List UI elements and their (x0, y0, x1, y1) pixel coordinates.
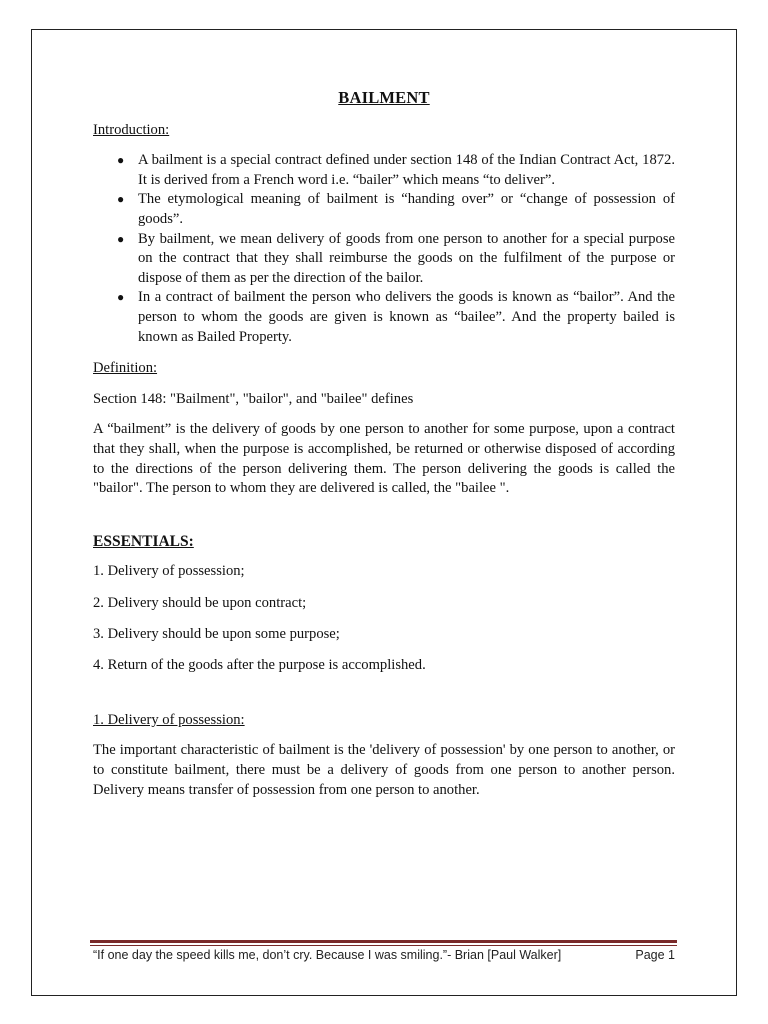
section-line: Section 148: "Bailment", "bailor", and "bailee" defines (93, 390, 414, 407)
bullet-icon: ● (117, 153, 125, 168)
introduction-list (93, 151, 675, 347)
introduction-heading: Introduction: (93, 121, 170, 138)
definition-paragraph: A “bailment” is the delivery of goods by one person to another for some purpose, upon a contract that they shall, when the purpose is accomplished, be returned or otherwise disposed of according to the directions of the person delivering them. The person delivering the goods is called the "bailor". The person to whom they are delivered is called, the "bailee ". (93, 421, 675, 497)
bullet-icon: ● (117, 231, 125, 246)
bullet-icon: ● (117, 290, 125, 305)
footer-quote: “If one day the speed kills me, don’t cry. Because I was smiling.”- Brian [Paul Walker] (93, 948, 562, 962)
list-item (93, 288, 675, 347)
bullet-text: The etymological meaning of bailment is “handing over” or “change of possession of goods”. (138, 191, 675, 227)
essential-item: 3. Delivery should be upon some purpose; (93, 625, 340, 642)
essential-item: 4. Return of the goods after the purpose is accomplished. (93, 657, 426, 674)
bullet-text: By bailment, we mean delivery of goods from one person to another for a special purpose on the contract that they shall reimburse the goods on the fulfilment of the purpose or dispose of them as per the direction of the bailor. (138, 230, 675, 286)
bullet-text: In a contract of bailment the person who delivers the goods is known as “bailor”. And the person to whom the goods are given is known as “bailee”. And the property bailed is known as Bailed Property. (138, 289, 675, 345)
page-number: Page 1 (635, 948, 675, 962)
essentials-heading: ESSENTIALS: (93, 532, 194, 550)
bullet-text: A bailment is a special contract defined under section 148 of the Indian Contract Act, 1872. It is derived from a French word i.e. “bailer” which means “to deliver”. (138, 152, 675, 188)
delivery-paragraph: The important characteristic of bailment is the 'delivery of possession' by one person to another, or to constitute bailment, there must be a delivery of goods from one person to another person. Delivery means transfer of possession from one person to another. (93, 742, 675, 798)
list-item (93, 190, 675, 229)
document-body (93, 88, 675, 811)
definition-heading: Definition: (93, 360, 158, 377)
document-title: BAILMENT (338, 88, 430, 107)
list-item (93, 151, 675, 190)
list-item (93, 230, 675, 289)
essential-item: 2. Delivery should be upon contract; (93, 594, 307, 611)
delivery-heading: 1. Delivery of possession: (93, 711, 245, 728)
bullet-icon: ● (117, 192, 125, 207)
footer-rule-thin (90, 945, 677, 946)
footer-rule (90, 940, 677, 943)
essential-item: 1. Delivery of possession; (93, 563, 245, 580)
